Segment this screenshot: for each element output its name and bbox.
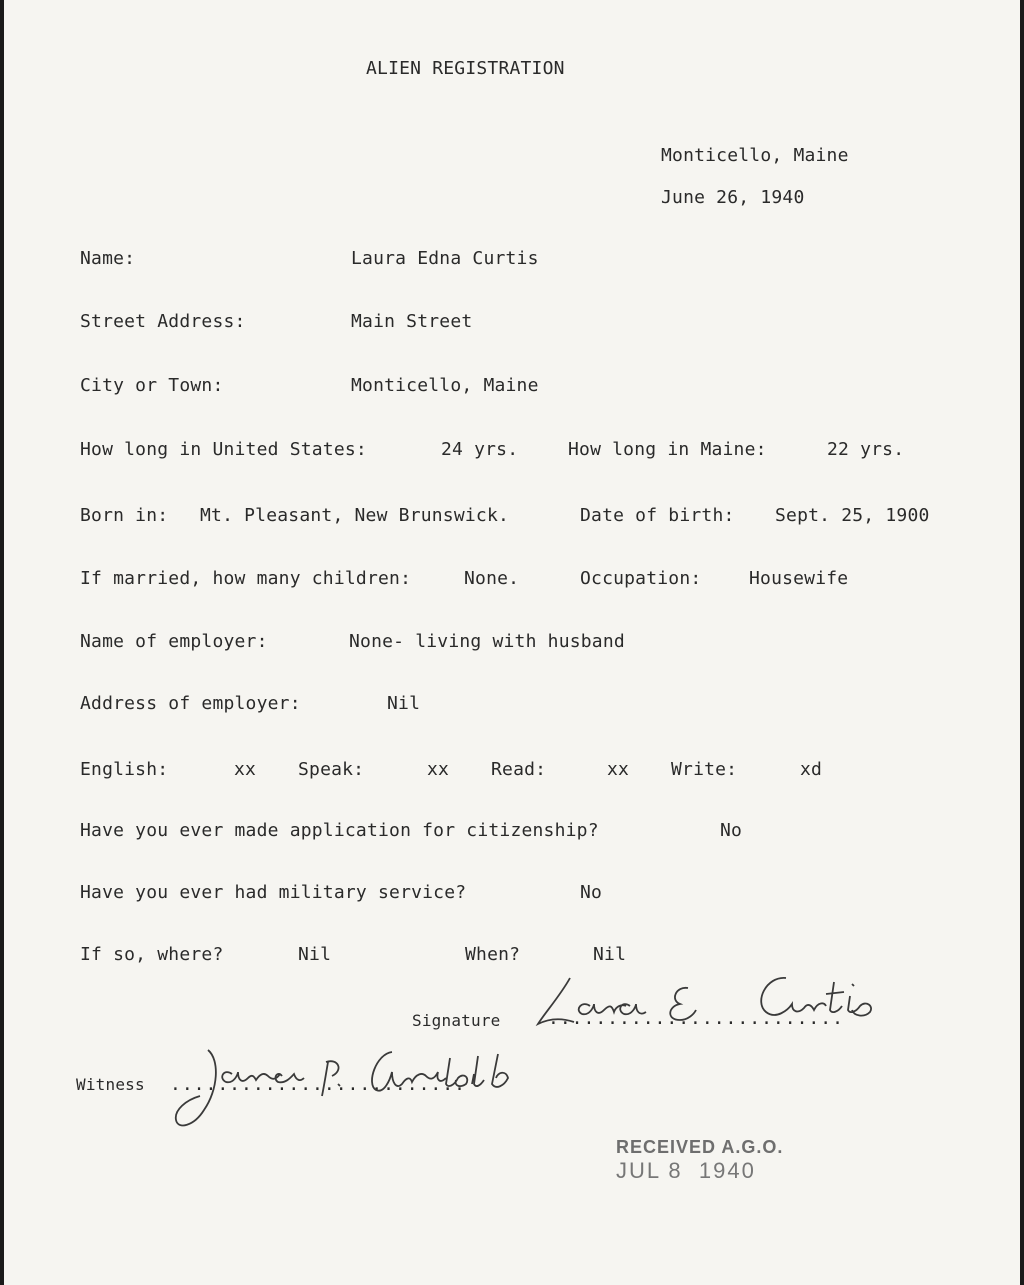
citizenship-answer: No [720,820,743,841]
received-stamp [604,1116,783,1184]
maine-duration-value: 22 yrs. [827,439,905,460]
document-title: ALIEN REGISTRATION [366,58,565,79]
when-answer: Nil [593,944,627,965]
where-question: If so, where? [80,944,224,965]
occupation-label: Occupation: [580,568,702,589]
speak-value: xx [427,759,450,780]
birthplace-value: Mt. Pleasant, New Brunswick. [200,505,510,526]
city-value: Monticello, Maine [351,375,539,396]
read-label: Read: [491,759,547,780]
employer-address-value: Nil [387,693,421,714]
name-label: Name: [80,248,136,269]
signature-label: Signature [412,1011,501,1030]
write-label: Write: [671,759,738,780]
us-duration-value: 24 yrs. [441,439,519,460]
birthplace-label: Born in: [80,505,169,526]
signature-dotted-line: ......................... [548,1008,844,1029]
occupation-value: Housewife [749,568,849,589]
us-duration-label: How long in United States: [80,439,367,460]
scan-edge-right [1020,0,1024,1285]
speak-label: Speak: [298,759,365,780]
birthdate-label: Date of birth: [580,505,735,526]
witness-label: Witness [76,1075,145,1094]
signature-handwriting [530,966,890,1036]
scan-edge-left [0,0,4,1285]
english-label: English: [80,759,169,780]
military-answer: No [580,882,603,903]
received-stamp-prefix: RECEIVED A.G.O. [616,1137,784,1157]
maine-duration-label: How long in Maine: [568,439,767,460]
citizenship-question: Have you ever made application for citizenship? [80,820,599,841]
name-value: Laura Edna Curtis [351,248,539,269]
read-value: xx [607,759,630,780]
street-value: Main Street [351,311,473,332]
birthdate-value: Sept. 25, 1900 [775,505,930,526]
date: June 26, 1940 [661,187,805,208]
where-answer: Nil [298,944,332,965]
received-stamp-date: JUL 8 1940 [616,1158,756,1183]
employer-address-label: Address of employer: [80,693,301,714]
english-value: xx [234,759,257,780]
employer-label: Name of employer: [80,631,268,652]
military-question: Have you ever had military service? [80,882,467,903]
when-question: When? [465,944,521,965]
employer-value: None- living with husband [349,631,625,652]
place: Monticello, Maine [661,145,849,166]
children-value: None. [464,568,520,589]
city-label: City or Town: [80,375,224,396]
write-value: xd [800,759,823,780]
witness-dotted-line: ......................... [170,1074,466,1095]
children-label: If married, how many children: [80,568,412,589]
witness-handwriting [160,1040,560,1140]
street-label: Street Address: [80,311,246,332]
